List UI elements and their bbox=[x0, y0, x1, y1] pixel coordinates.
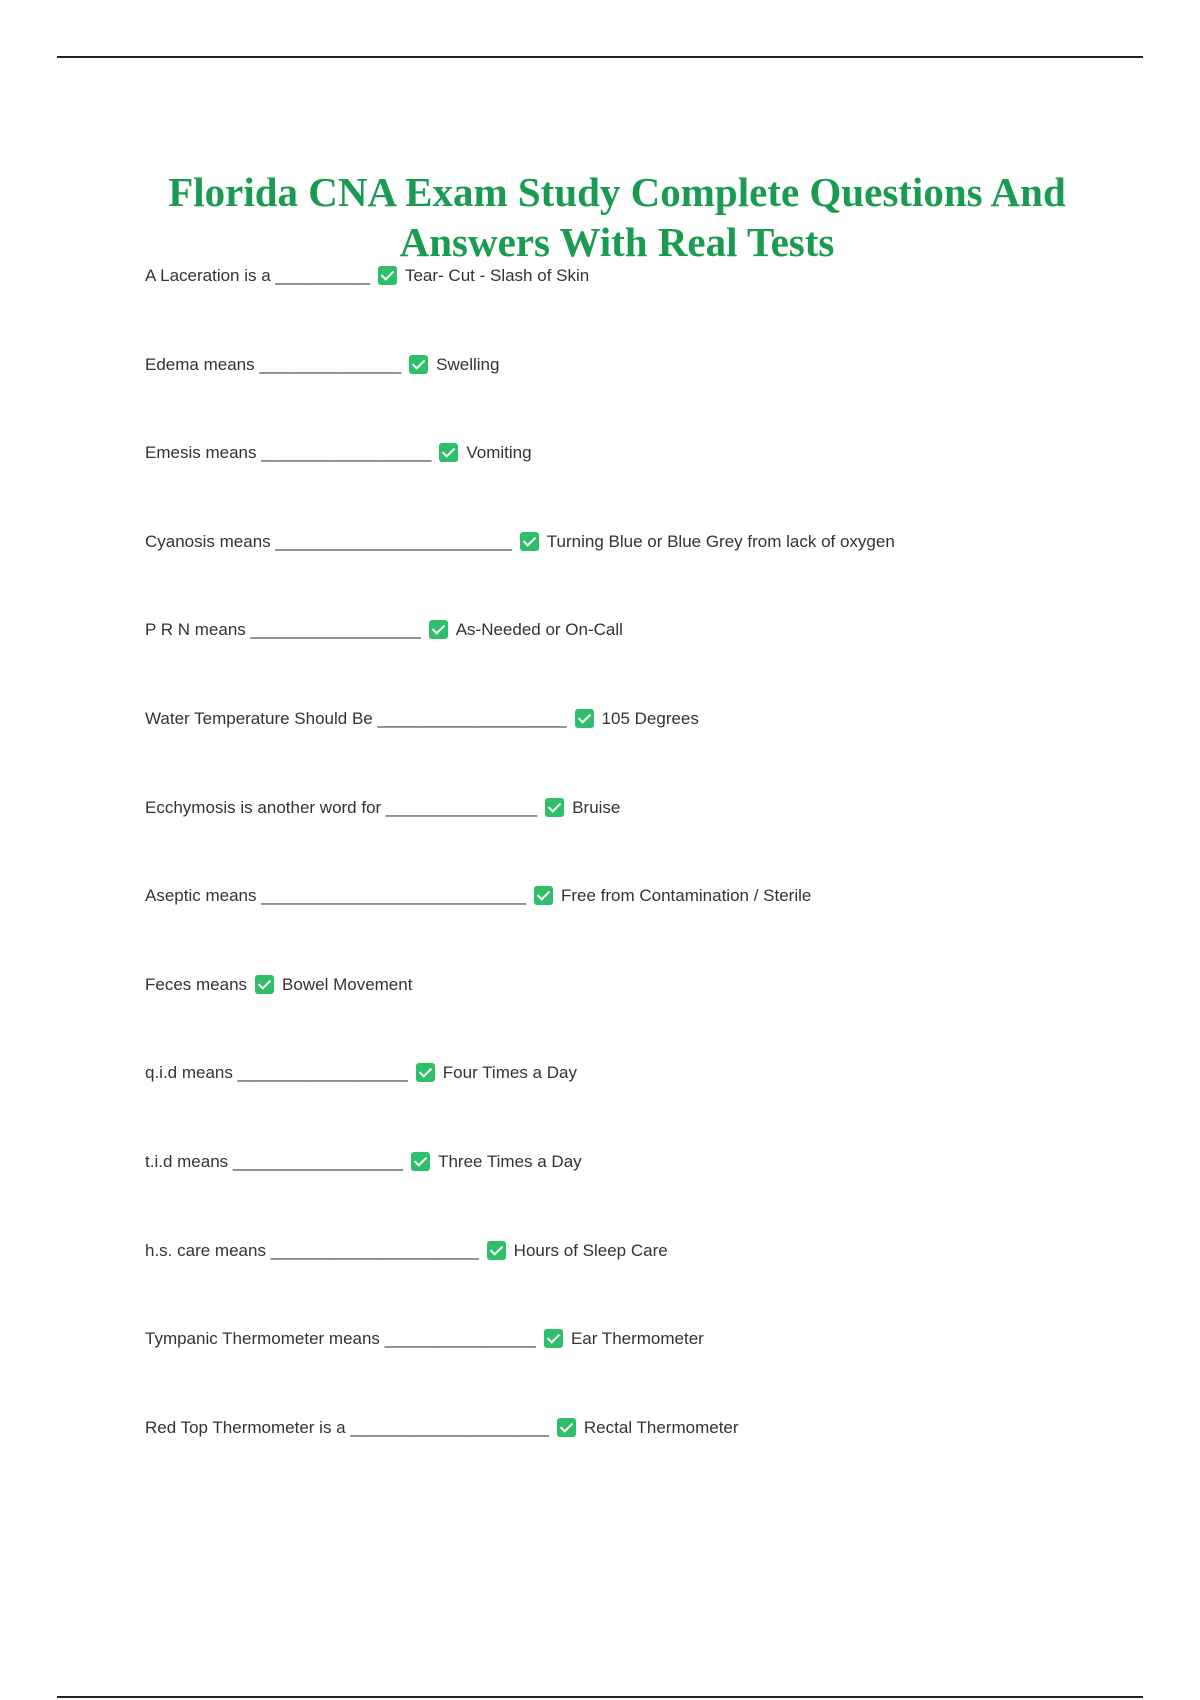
question-answer-list bbox=[145, 264, 1145, 1504]
checkmark-icon bbox=[429, 620, 448, 639]
list-item bbox=[145, 264, 1145, 353]
list-item bbox=[145, 707, 1145, 796]
checkmark-icon bbox=[439, 443, 458, 462]
checkmark-icon bbox=[575, 709, 594, 728]
answer-text: Three Times a Day bbox=[438, 1151, 582, 1171]
question-text: P R N means __________________ bbox=[145, 620, 421, 640]
question-text: Tympanic Thermometer means ________________ bbox=[145, 1329, 536, 1349]
checkmark-icon bbox=[255, 975, 274, 994]
answer-text: Turning Blue or Blue Grey from lack of oxygen bbox=[546, 531, 895, 551]
answer-text: Four Times a Day bbox=[442, 1063, 577, 1083]
list-item bbox=[145, 441, 1145, 530]
question-text: t.i.d means __________________ bbox=[145, 1151, 404, 1171]
checkmark-icon bbox=[534, 886, 553, 905]
question-text: A Laceration is a __________ bbox=[145, 266, 370, 285]
question-text: Cyanosis means _________________________ bbox=[145, 531, 512, 551]
question-text: Water Temperature Should Be ____________________ bbox=[145, 708, 567, 728]
list-item bbox=[145, 353, 1145, 442]
document-title: Florida CNA Exam Study Complete Questions And Answers With Real Tests bbox=[168, 169, 1066, 266]
checkmark-icon bbox=[520, 532, 539, 551]
checkmark-icon bbox=[545, 798, 564, 817]
answer-text: As-Needed or On-Call bbox=[455, 620, 623, 640]
checkmark-icon bbox=[409, 355, 428, 374]
answer-text: Tear- Cut - Slash of Skin bbox=[404, 266, 590, 285]
list-item bbox=[145, 1061, 1145, 1150]
list-item bbox=[145, 973, 1145, 1062]
answer-text: Vomiting bbox=[466, 443, 532, 463]
list-item bbox=[145, 796, 1145, 885]
checkmark-icon bbox=[487, 1241, 506, 1260]
answer-text: Rectal Thermometer bbox=[583, 1417, 739, 1437]
list-item bbox=[145, 618, 1145, 707]
answer-text: Ear Thermometer bbox=[570, 1329, 704, 1349]
bottom-rule bbox=[57, 1696, 1143, 1698]
answer-text: Free from Contamination / Sterile bbox=[560, 886, 812, 906]
question-text: Edema means _______________ bbox=[145, 354, 402, 374]
question-text: Feces means bbox=[145, 974, 248, 994]
answer-text: 105 Degrees bbox=[601, 708, 699, 728]
top-rule bbox=[57, 56, 1143, 58]
question-text: Aseptic means ____________________________ bbox=[145, 886, 526, 906]
list-item bbox=[145, 884, 1145, 973]
question-text: q.i.d means __________________ bbox=[145, 1063, 408, 1083]
list-item bbox=[145, 1416, 1145, 1505]
checkmark-icon bbox=[416, 1063, 435, 1082]
answer-text: Swelling bbox=[436, 354, 500, 374]
question-text: h.s. care means ______________________ bbox=[145, 1240, 479, 1260]
checkmark-icon bbox=[378, 266, 397, 285]
question-text: Ecchymosis is another word for ________________ bbox=[145, 797, 538, 817]
list-item bbox=[145, 530, 1145, 619]
answer-text: Bowel Movement bbox=[282, 974, 413, 994]
question-text: Emesis means __________________ bbox=[145, 443, 432, 463]
checkmark-icon bbox=[544, 1329, 563, 1348]
list-item bbox=[145, 1327, 1145, 1416]
list-item bbox=[145, 1150, 1145, 1239]
answer-text: Bruise bbox=[572, 797, 621, 817]
list-item bbox=[145, 1239, 1145, 1328]
checkmark-icon bbox=[557, 1418, 576, 1437]
question-text: Red Top Thermometer is a _____________________ bbox=[145, 1417, 549, 1437]
checkmark-icon bbox=[411, 1152, 430, 1171]
answer-text: Hours of Sleep Care bbox=[513, 1240, 668, 1260]
